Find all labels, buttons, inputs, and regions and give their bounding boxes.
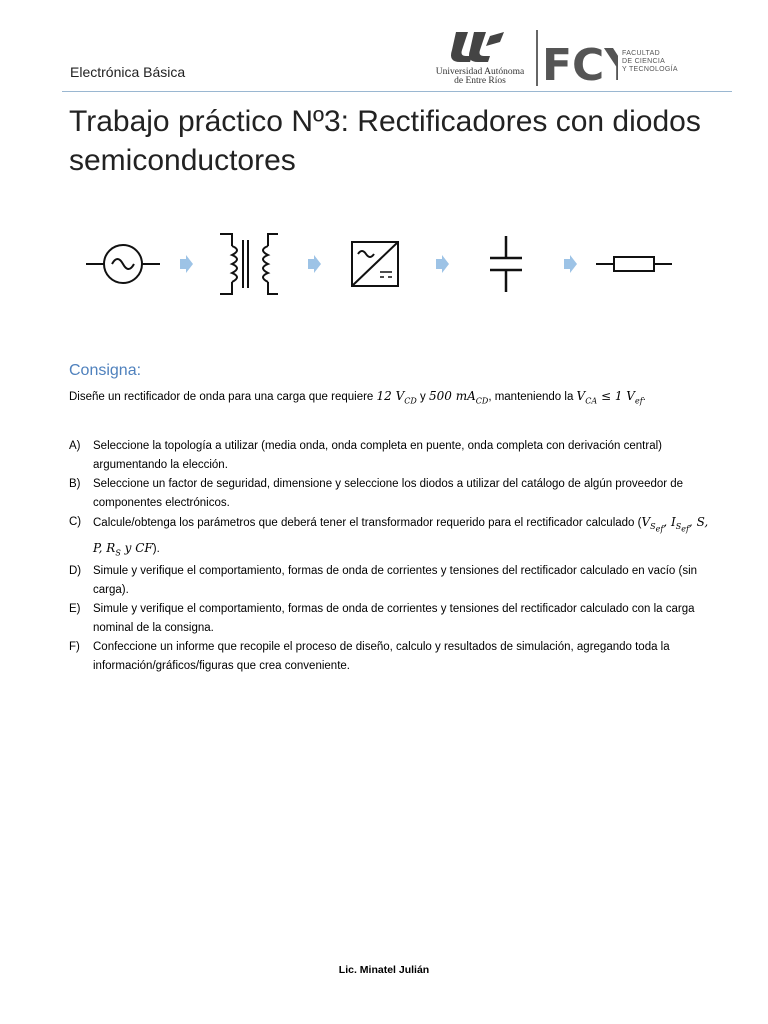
faculty-line1: FACULTAD: [622, 50, 660, 57]
course-name: Electrónica Básica: [70, 64, 186, 80]
faculty-logo: [536, 28, 706, 90]
task-list: [69, 437, 709, 676]
list-item: C) Calcule/obtenga los parámetros que deberá tener el transformador requerido para el rectificador calculado ($V_{S_{ef}}$, $I_{S_{ef}}$, S, P, $R_S$ y CF).: [69, 515, 709, 558]
flow-arrow-icon: [564, 255, 577, 273]
fcyt-logo-mark: [536, 28, 618, 90]
resistor-icon: [596, 257, 672, 271]
rectifier-icon: [352, 242, 398, 286]
list-item: B) Seleccione un factor de seguridad, dimensione y seleccione los diodos a utilizar del catálogo de algún proveedor de componentes electrónicos.: [69, 478, 684, 509]
voltage-requirement: 12 $V_{CD}$: [376, 389, 417, 406]
page-title: Trabajo práctico Nº3: Rectificadores con diodos semiconductores: [69, 105, 701, 177]
header-divider: [62, 91, 732, 92]
list-item: D) Simule y verifique el comportamiento, formas de onda de corrientes y tensiones del rectificador calculado en vacío (sin carga).: [69, 565, 698, 597]
flow-arrow-icon: [436, 255, 449, 273]
current-requirement: 500 $mA_{CD}$: [428, 389, 489, 406]
intro-text-start: Diseñe un rectificador de onda para una carga que requiere: [69, 391, 377, 403]
transformer-parameters: $V_{S_{ef}}$, $I_{S_{ef}}$, S, P, $R_S$ y CF: [93, 515, 709, 558]
list-item: A) Seleccione la topología a utilizar (media onda, onda completa en puente, onda completa con derivación central) argumentando la elección.: [69, 440, 662, 471]
faculty-line3: Y TECNOLOGÍA: [622, 66, 678, 73]
transformer-icon: [220, 234, 278, 294]
capacitor-icon: [490, 236, 522, 292]
consigna-heading: Consigna:: [69, 362, 142, 379]
faculty-line2: DE CIENCIA: [622, 58, 666, 65]
ripple-requirement: $V_{CA} \le 1$ $V_{ef}$: [576, 389, 643, 406]
flow-arrow-icon: [308, 255, 321, 273]
consigna-intro: Diseñe un rectificador de onda para una carga que requiere 12 $V_{CD}$ y 500 $mA_{CD}$, manteniendo la $V_{CA} \le 1$ $V_{ef}$.: [69, 389, 646, 406]
ac-source-icon: [86, 245, 160, 283]
uader-emblem-icon: [420, 28, 540, 68]
page-footer-author: Lic. Minatel Julián: [338, 964, 430, 976]
rectifier-block-diagram: [80, 226, 680, 300]
fcyt-logo-text: FC: [542, 40, 605, 90]
flow-arrow-icon: [180, 255, 193, 273]
list-item: E) Simule y verifique el comportamiento, formas de onda de corrientes y tensiones del rectificador calculado con la carga nominal de la consigna.: [69, 603, 695, 635]
list-item: F) Confeccione un informe que recopile el proceso de diseño, calculo y resultados de simulación, agregando toda la información/gráficos/figuras que crea conveniente.: [69, 641, 670, 673]
university-logo: [420, 28, 540, 90]
university-name-line1: Universidad Autónoma: [435, 67, 525, 77]
university-name-line2: de Entre Ríos: [454, 76, 506, 86]
